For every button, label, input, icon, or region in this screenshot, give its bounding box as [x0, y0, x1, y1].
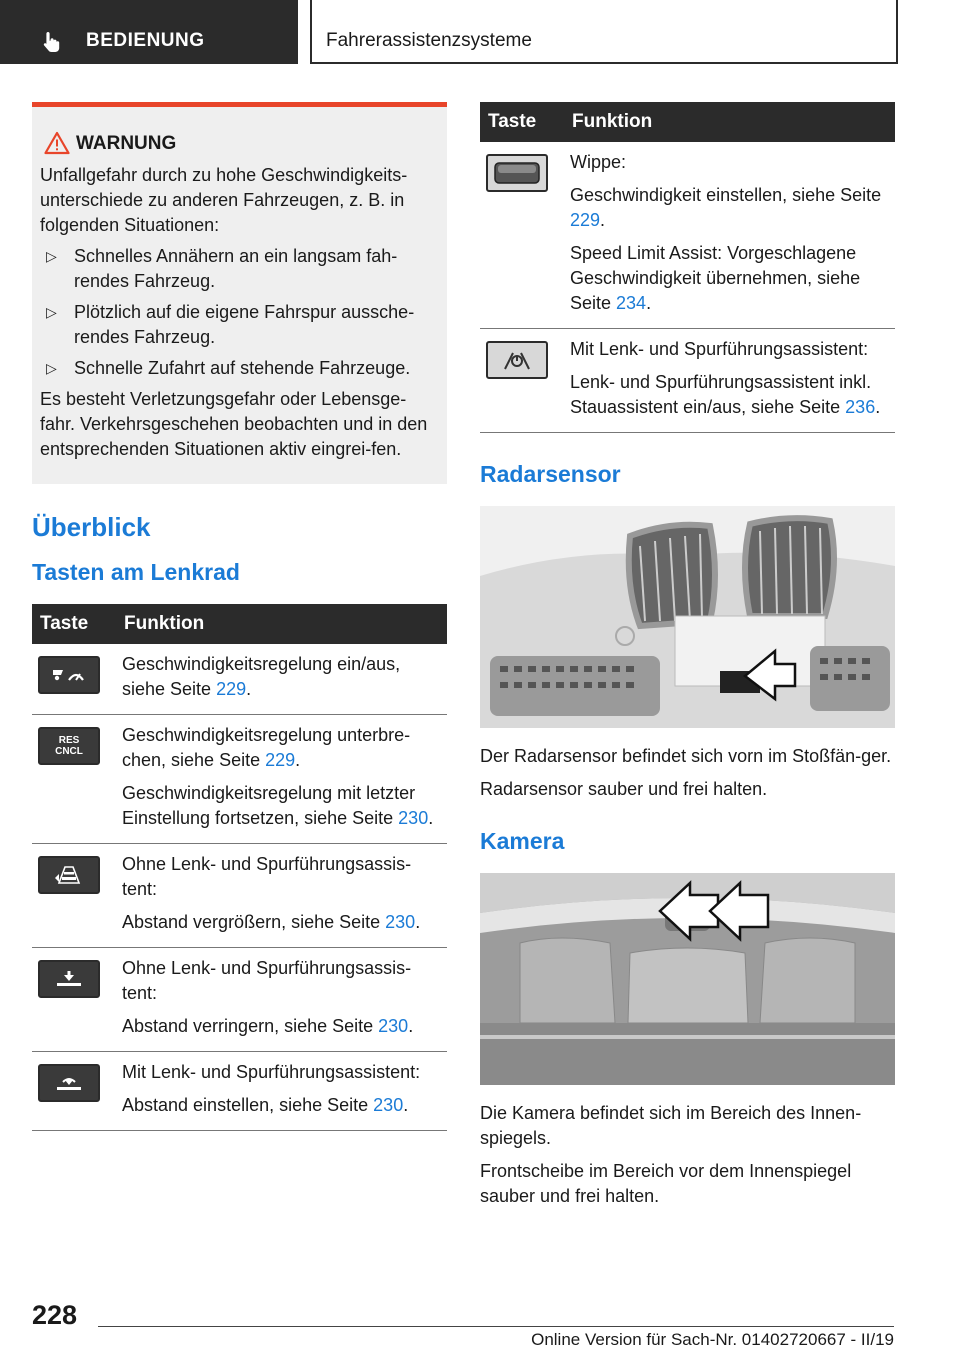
- warning-outro: Es besteht Verletzungsgefahr oder Lebensge-fahr. Verkehrsgeschehen beobachten und in den entsprechenden Situationen aktiv eingrei-fen.: [40, 389, 428, 459]
- left-column: [32, 102, 447, 1131]
- list-item: ▷ Schnelle Zufahrt auf stehende Fahrzeuge.: [40, 356, 439, 381]
- list-item: ▷ Plötzlich auf die eigene Fahrspur aussche-rendes Fahrzeug.: [46, 302, 415, 347]
- function-cell: Geschwindigkeitsregelung unterbre-chen, siehe Seite 229. Geschwindigkeitsregelung mit letzter Einstellung fortsetzen, siehe Seite 230.: [116, 715, 447, 844]
- list-item: ▷ Schnelles Annähern an ein langsam fah-rendes Fahrzeug.: [46, 246, 398, 291]
- column-header-key: Taste: [32, 604, 116, 644]
- warning-intro: Unfallgefahr durch zu hohe Geschwindigkeits-unterschiede zu anderen Fahrzeugen, z. B. in folgenden Situationen:: [40, 165, 408, 235]
- table-row: [32, 644, 447, 715]
- radar-text-clean: Radarsensor sauber und frei halten.: [480, 779, 768, 799]
- section-label: BEDIENUNG: [86, 30, 205, 51]
- steering-buttons-table-continued: [480, 102, 895, 433]
- page-link[interactable]: 229: [265, 750, 296, 770]
- triangle-bullet-icon: ▷: [46, 248, 57, 264]
- chapter-label: Fahrerassistenzsysteme: [326, 30, 532, 51]
- page-link[interactable]: 234: [616, 293, 647, 313]
- rocker-switch-icon: [486, 154, 548, 192]
- table-header-row: [480, 102, 895, 142]
- table-row: [32, 1052, 447, 1131]
- table-row: [32, 715, 447, 844]
- steering-buttons-table: [32, 604, 447, 1131]
- table-header-row: [32, 604, 447, 644]
- radar-text-location: Der Radarsensor befindet sich vorn im Stoßfän-ger.: [480, 746, 892, 766]
- column-header-function: Funktion: [116, 604, 447, 644]
- section-heading-camera: Kamera: [480, 828, 565, 854]
- page-link[interactable]: 230: [373, 1095, 404, 1115]
- res-cncl-icon: RES CNCL: [38, 727, 100, 765]
- table-row: [480, 329, 895, 433]
- page-header: [0, 0, 960, 68]
- distance-increase-icon: [38, 856, 100, 894]
- online-version-text: Online Version für Sach-Nr. 01402720667 - II/19: [531, 1330, 894, 1349]
- hand-pointer-icon: [40, 30, 64, 59]
- section-tab[interactable]: [0, 0, 298, 64]
- function-cell: Wippe: Geschwindigkeit einstellen, siehe Seite 229. Speed Limit Assist: Vorgeschlagene Geschwindigkeit übernehmen, siehe Seite 234.: [564, 142, 895, 329]
- right-column: [480, 102, 895, 1217]
- function-cell: Mit Lenk- und Spurführungsassistent: Lenk- und Spurführungsassistent inkl. Stauassistent ein/aus, siehe Seite 236.: [564, 329, 895, 433]
- distance-decrease-icon: [38, 960, 100, 998]
- warning-triangle-icon: [44, 131, 70, 155]
- function-cell: Ohne Lenk- und Spurführungsassis-tent: Abstand verringern, siehe Seite 230.: [116, 948, 447, 1052]
- page-link[interactable]: 236: [845, 397, 876, 417]
- function-cell: Ohne Lenk- und Spurführungsassis-tent: Abstand vergrößern, siehe Seite 230.: [116, 844, 447, 948]
- distance-adjust-icon: [38, 1064, 100, 1102]
- page-link[interactable]: 230: [385, 912, 416, 932]
- radar-sensor-photo: [480, 506, 895, 728]
- triangle-bullet-icon: ▷: [46, 360, 57, 376]
- camera-text-location: Die Kamera befindet sich im Bereich des Innen-spiegels.: [480, 1103, 862, 1148]
- page-link[interactable]: 229: [216, 679, 247, 699]
- chapter-tab[interactable]: [310, 0, 898, 64]
- function-cell: Geschwindigkeitsregelung ein/aus, siehe Seite 229.: [116, 644, 447, 715]
- warning-box: [32, 102, 447, 484]
- camera-photo: [480, 873, 895, 1085]
- table-row: [32, 948, 447, 1052]
- cruise-control-icon: [38, 656, 100, 694]
- section-heading-overview: Überblick: [32, 512, 151, 542]
- table-row: [480, 142, 895, 329]
- section-heading-radar: Radarsensor: [480, 461, 621, 487]
- page-link[interactable]: 230: [398, 808, 429, 828]
- function-cell: Mit Lenk- und Spurführungsassistent: Abstand einstellen, siehe Seite 230.: [116, 1052, 447, 1131]
- warning-title: WARNUNG: [40, 133, 439, 155]
- camera-text-clean: Frontscheibe im Bereich vor dem Innenspiegel sauber und frei halten.: [480, 1161, 852, 1206]
- page-link[interactable]: 229: [570, 210, 601, 230]
- warning-bullets: [40, 244, 439, 381]
- footer-divider: [98, 1326, 894, 1327]
- steering-assist-icon: [486, 341, 548, 379]
- column-header-function: Funktion: [564, 102, 895, 142]
- subheading-steering-buttons: Tasten am Lenkrad: [32, 559, 240, 585]
- page-footer: [32, 1300, 894, 1350]
- table-row: [32, 844, 447, 948]
- page-link[interactable]: 230: [378, 1016, 409, 1036]
- page-number: 228: [32, 1300, 78, 1330]
- triangle-bullet-icon: ▷: [46, 304, 57, 320]
- column-header-key: Taste: [480, 102, 564, 142]
